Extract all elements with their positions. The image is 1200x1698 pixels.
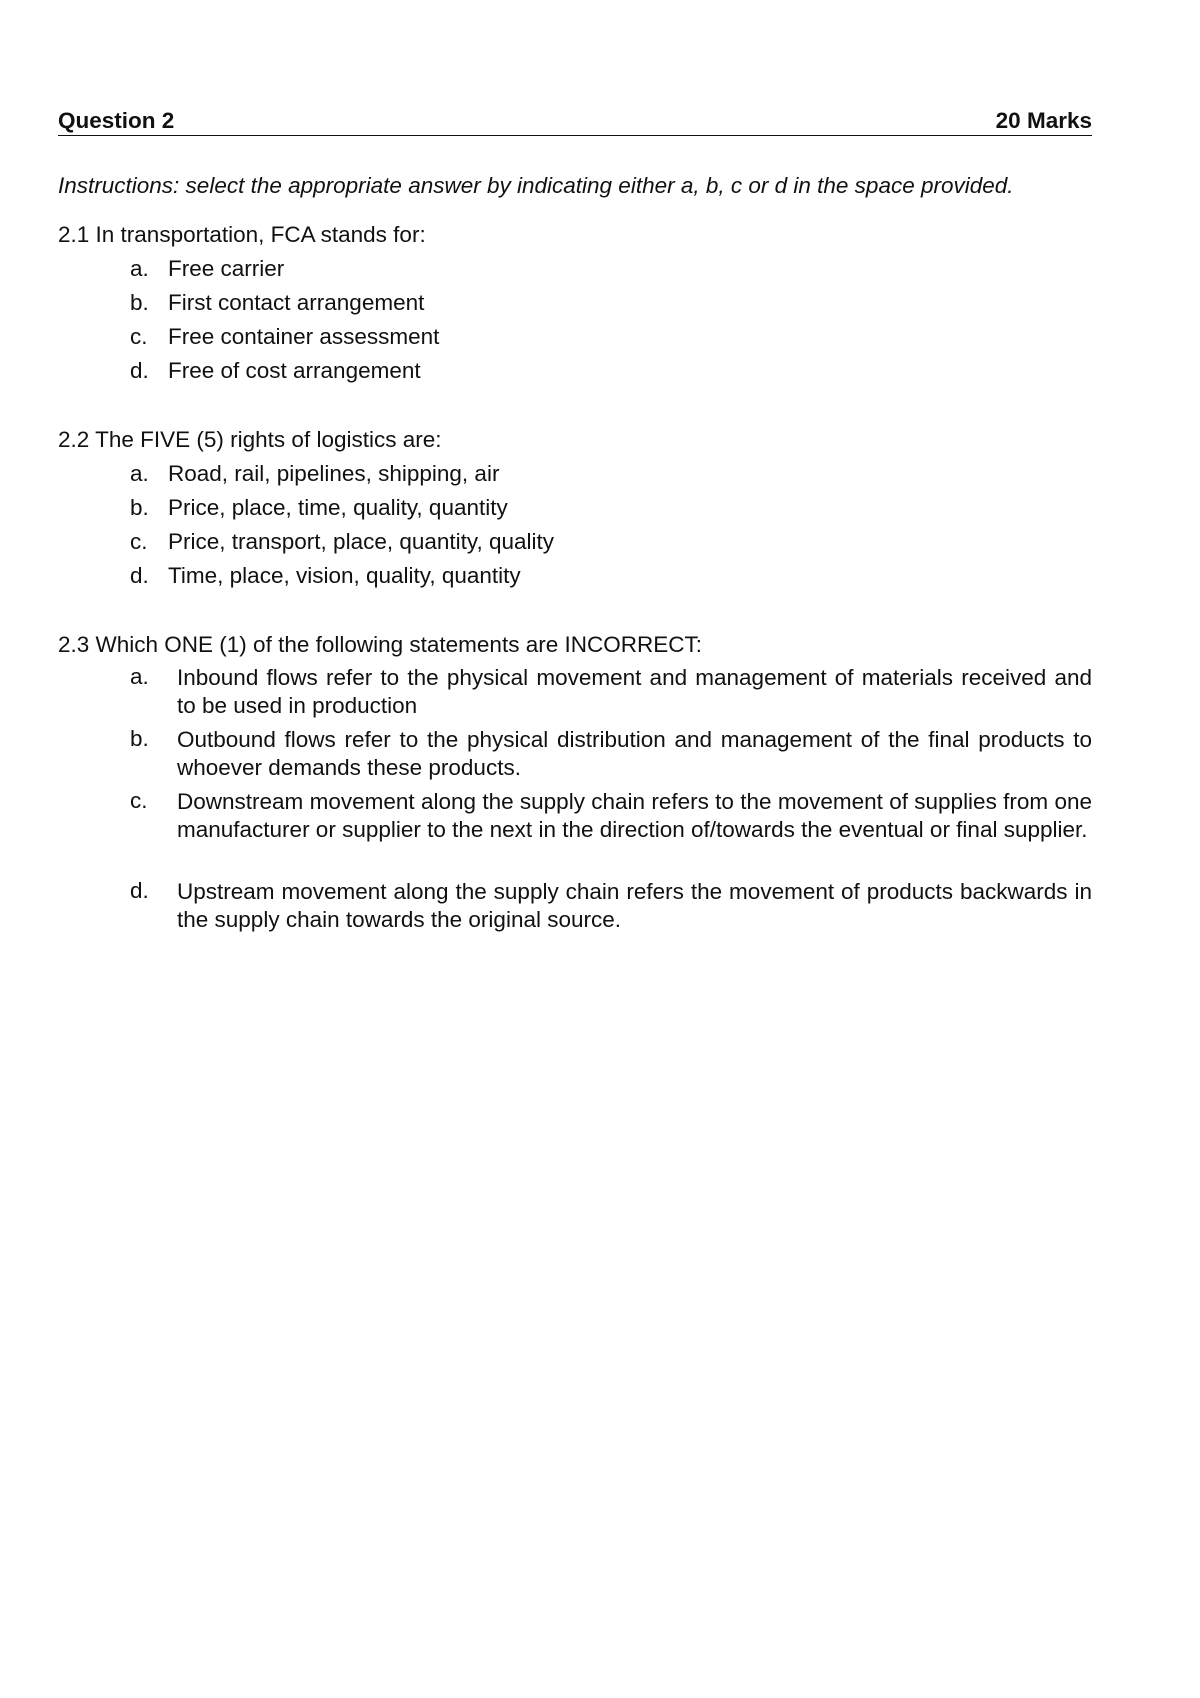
- option-letter: d.: [130, 563, 149, 588]
- question-2-1-option-b: [130, 290, 424, 316]
- question-header: [58, 107, 1092, 136]
- question-2-2-option-d: [130, 563, 521, 589]
- option-text: Outbound flows refer to the physical distribution and management of the final products to whoever demands these products.: [177, 727, 1092, 780]
- option-letter: a.: [130, 461, 149, 486]
- option-text: Time, place, vision, quality, quantity: [168, 563, 521, 588]
- option-text: Downstream movement along the supply chain refers to the movement of supplies from one manufacturer or supplier to the next in the direction of/towards the eventual or final supplier.: [177, 789, 1092, 842]
- question-2-2-option-b: [130, 495, 508, 521]
- option-text: Upstream movement along the supply chain refers the movement of products backwards in the supply chain towards the original source.: [177, 879, 1092, 932]
- question-2-1-option-d: [130, 358, 421, 384]
- option-text: Free carrier: [168, 256, 285, 281]
- option-text: Inbound flows refer to the physical movement and management of materials received and to be used in production: [177, 665, 1092, 718]
- question-title: Question 2: [58, 108, 175, 133]
- question-2-2-stem: 2.2 The FIVE (5) rights of logistics are:: [58, 427, 442, 452]
- option-letter: d.: [130, 358, 149, 383]
- option-text: First contact arrangement: [168, 290, 425, 315]
- option-letter: b.: [130, 495, 149, 520]
- option-letter: a.: [130, 256, 149, 281]
- question-2-3-stem: 2.3 Which ONE (1) of the following statements are INCORRECT:: [58, 632, 702, 657]
- option-text: Road, rail, pipelines, shipping, air: [168, 461, 500, 486]
- option-letter: a.: [130, 664, 149, 689]
- option-letter: c.: [130, 324, 148, 349]
- option-letter: b.: [130, 726, 149, 751]
- option-letter: c.: [130, 529, 148, 554]
- question-2-1-option-c: [130, 324, 439, 350]
- question-2-1-option-a: [130, 256, 284, 282]
- option-text: Free container assessment: [168, 324, 440, 349]
- marks-label: 20 Marks: [995, 108, 1092, 133]
- option-text: Price, transport, place, quantity, quality: [168, 529, 555, 554]
- instructions-text: Instructions: select the appropriate answer by indicating either a, b, c or d in the space provided.: [58, 173, 1014, 198]
- question-2-2-option-a: [130, 461, 499, 487]
- option-letter: c.: [130, 788, 148, 813]
- option-text: Price, place, time, quality, quantity: [168, 495, 508, 520]
- option-text: Free of cost arrangement: [168, 358, 421, 383]
- option-letter: b.: [130, 290, 149, 315]
- question-2-1-stem: 2.1 In transportation, FCA stands for:: [58, 222, 426, 247]
- option-letter: d.: [130, 878, 149, 903]
- question-2-2-option-c: [130, 529, 554, 555]
